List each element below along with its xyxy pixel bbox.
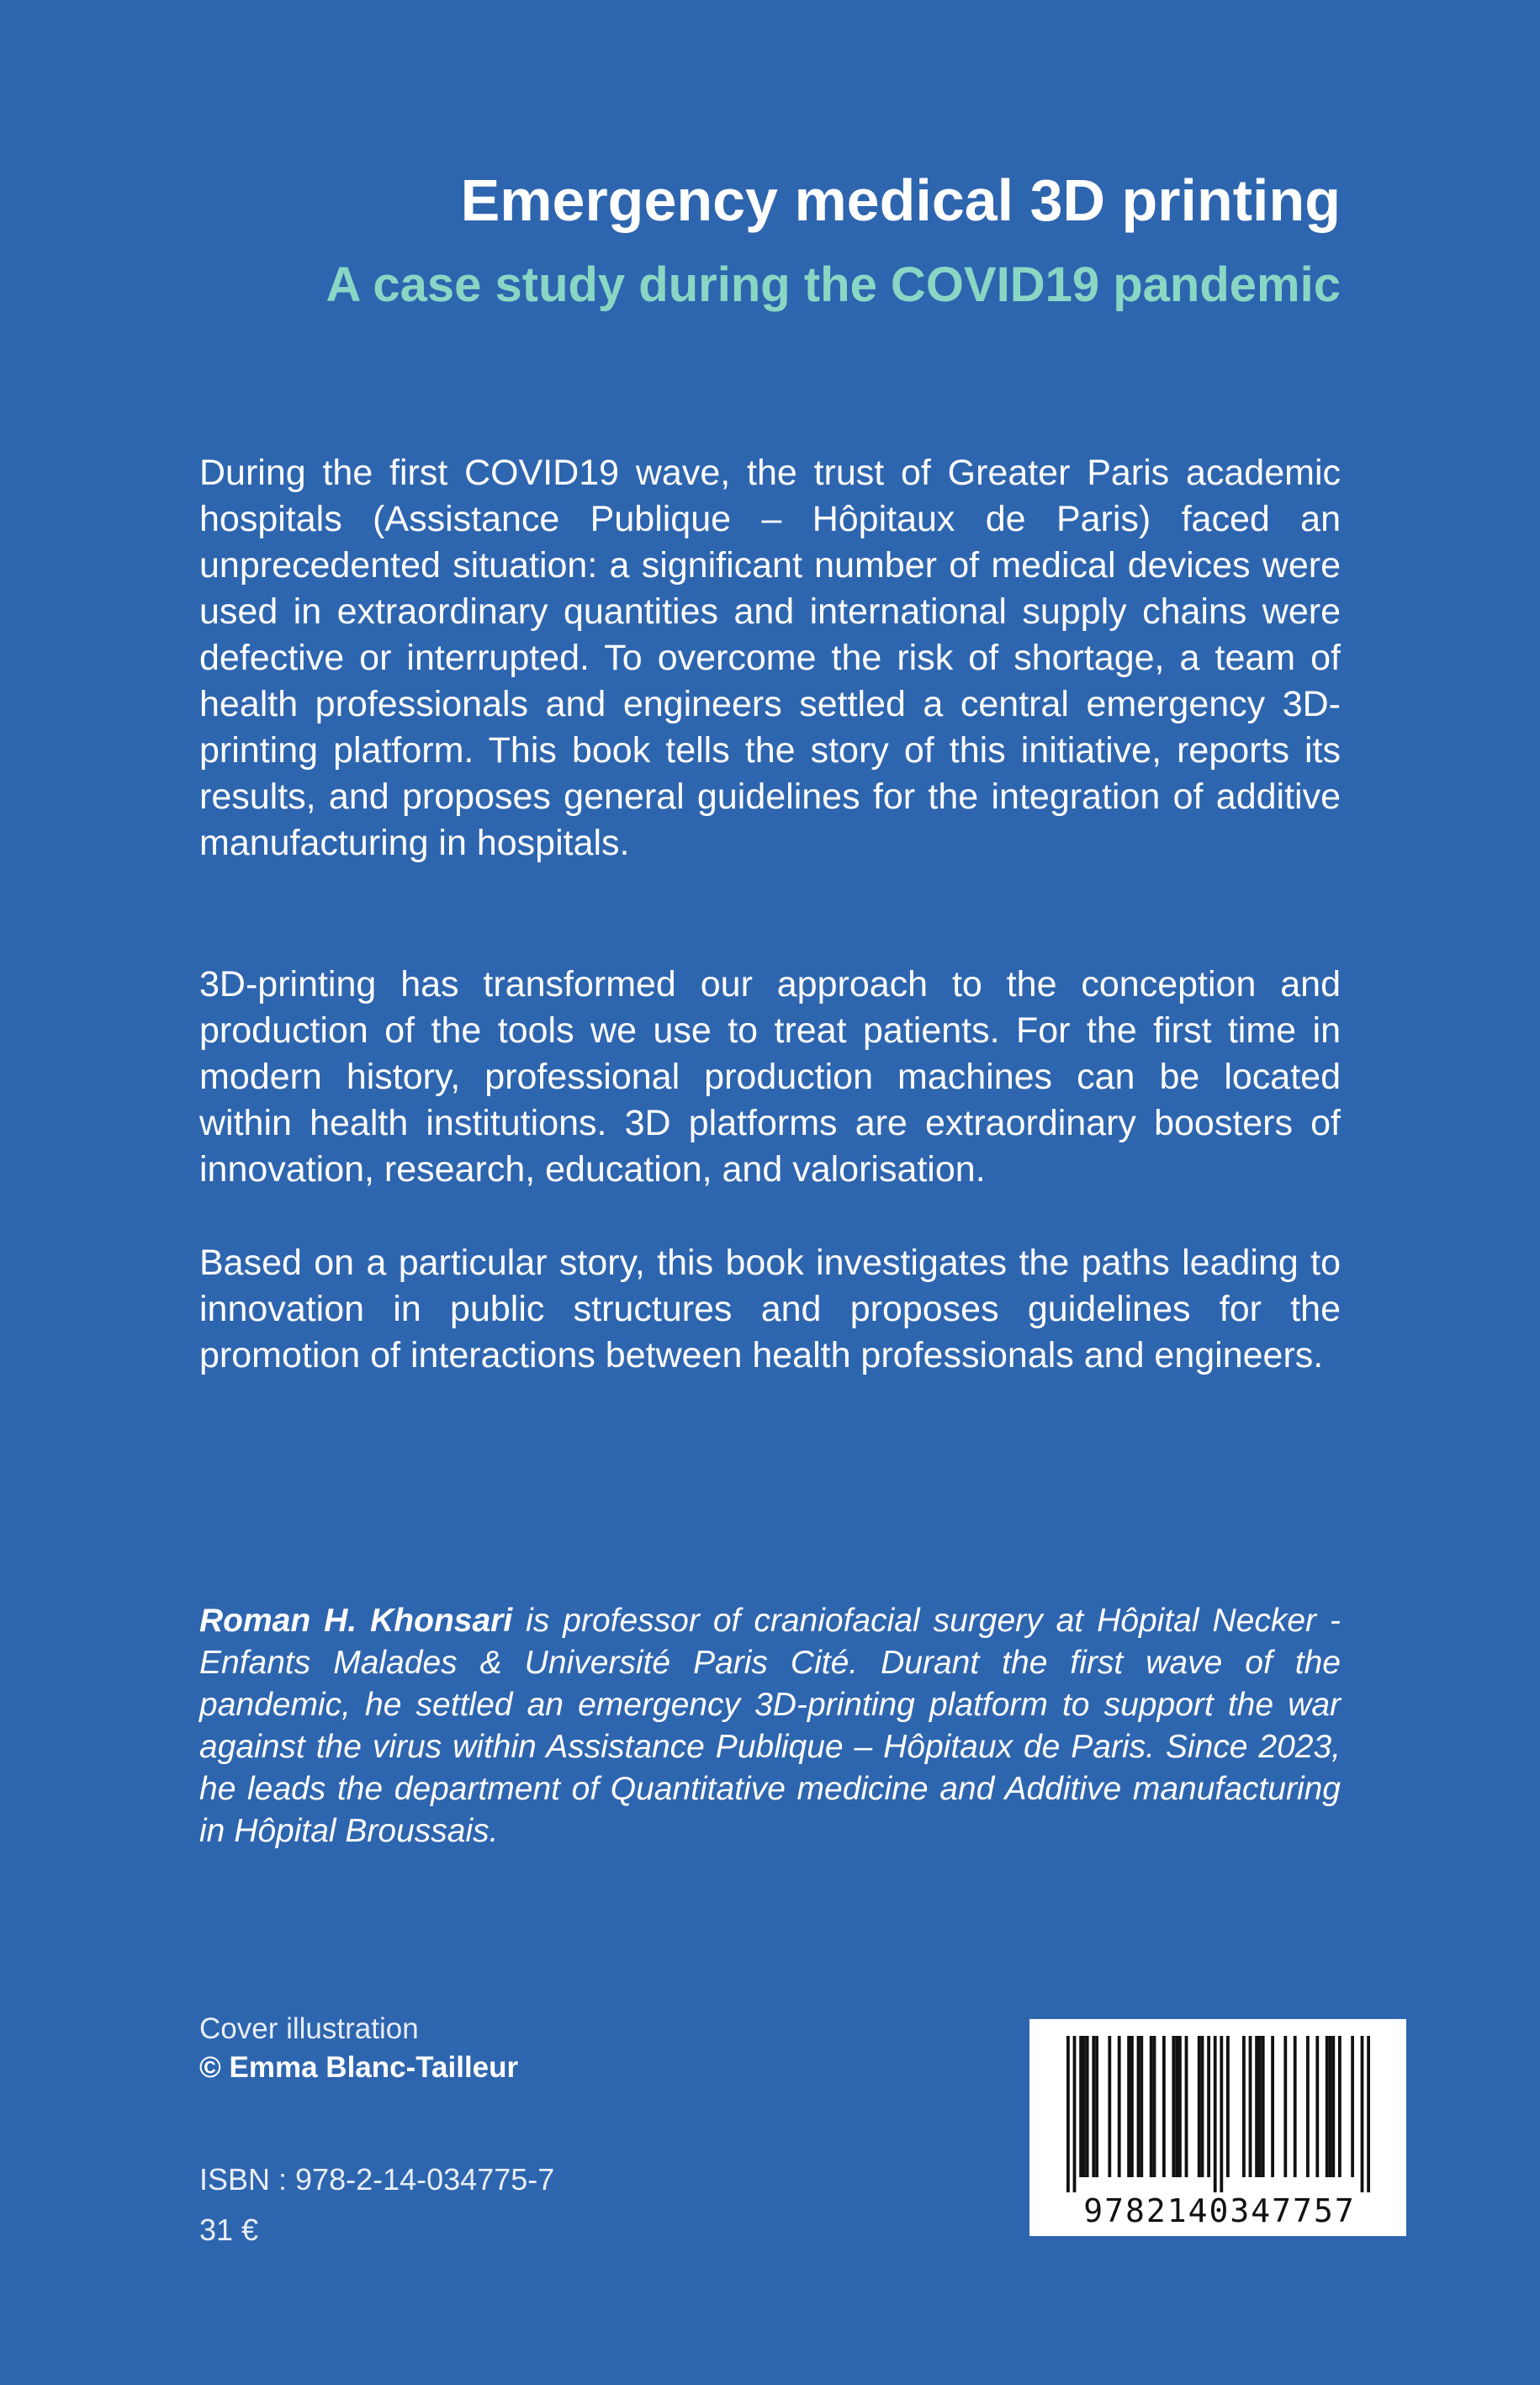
author-bio <box>199 1600 1341 1852</box>
barcode-bar <box>1331 2036 1335 2177</box>
barcode-bar <box>1079 2036 1082 2177</box>
barcode-bar <box>1082 2036 1086 2177</box>
barcode-bar <box>1367 2036 1370 2192</box>
barcode-bar <box>1130 2036 1134 2177</box>
cover-credit-label: Cover illustration <box>199 2012 419 2045</box>
barcode-bar <box>1127 2036 1130 2177</box>
summary-paragraph-1: During the first COVID19 wave, the trust of Greater Paris academic hospitals (Assistance Publique – Hôpitaux de Paris) faced an unprecedented situation: a significant number of medical devices were used in extraordinary quantities and international supply chains were defective or interrupted. To overcome the risk of shortage, a team of health professionals and engineers settled a central emergency 3D-printing platform. This book tells the story of this initiative, reports its results, and proposes general guidelines for the integration of additive manufacturing in hospitals. <box>199 453 1341 863</box>
barcode-bar <box>1092 2036 1095 2177</box>
barcode-bar <box>1242 2036 1246 2177</box>
barcode-bar <box>1294 2036 1297 2177</box>
barcode-bar <box>1207 2036 1210 2177</box>
book-subtitle: A case study during the COVID19 pandemic <box>325 257 1341 312</box>
barcode-bar <box>1255 2036 1258 2177</box>
barcode-bar <box>1185 2036 1188 2177</box>
barcode-bar <box>1178 2036 1182 2177</box>
barcode-bar <box>1137 2036 1140 2177</box>
barcode-bar <box>1066 2036 1070 2192</box>
barcode-bar <box>1198 2036 1201 2177</box>
barcode-bar <box>1306 2036 1310 2177</box>
barcode <box>1029 2019 1406 2236</box>
barcode-bar <box>1329 2036 1332 2177</box>
author-bio-text: is professor of craniofacial surgery at Hôpital Necker - Enfants Malades & Université Paris Cité. Durant the first wave of the pandemic, he settled an emergency 3D-printing platform to support the war against the virus within Assistance Publique – Hôpitaux de Paris. Since 2023, he leads the department of Quantitative medicine and Additive manufacturing in Hôpital Broussais. <box>199 1603 1341 1849</box>
barcode-bar <box>1226 2036 1230 2177</box>
barcode-bar <box>1175 2036 1178 2177</box>
publication-info <box>199 2154 554 2255</box>
barcode-bar <box>1162 2036 1166 2177</box>
isbn: ISBN : 978-2-14-034775-7 <box>199 2162 555 2197</box>
barcode-bar <box>1338 2036 1342 2177</box>
barcode-bar <box>1249 2036 1252 2177</box>
barcode-bar <box>1172 2036 1175 2177</box>
barcode-bar <box>1201 2036 1204 2177</box>
barcode-bar <box>1361 2036 1364 2192</box>
barcode-bar <box>1351 2036 1354 2177</box>
barcode-bar <box>1220 2036 1223 2192</box>
book-title: Emergency medical 3D printing <box>460 167 1341 233</box>
barcode-bar <box>1262 2036 1265 2177</box>
barcode-bar <box>1118 2036 1121 2177</box>
barcode-bar <box>1326 2036 1329 2177</box>
barcode-bar <box>1258 2036 1262 2177</box>
barcode-bar <box>1283 2036 1287 2177</box>
barcode-bar <box>1095 2036 1098 2177</box>
barcode-bar <box>1108 2036 1111 2177</box>
barcode-bar <box>1073 2036 1077 2192</box>
barcode-digits: 9782140347757 <box>1083 2192 1356 2229</box>
barcode-bar <box>1086 2036 1089 2177</box>
barcode-bar <box>1271 2036 1274 2177</box>
barcode-bar <box>1150 2036 1153 2177</box>
summary-paragraph-3: Based on a particular story, this book investigates the paths leading to innovation in public structures and proposes guidelines for the promotion of interactions between health professionals and engineers. <box>199 1243 1341 1375</box>
barcode-bar <box>1140 2036 1143 2177</box>
price: 31 € <box>199 2213 259 2247</box>
cover-credit <box>199 2010 518 2087</box>
summary-paragraph-2: 3D-printing has transformed our approach to the conception and production of the tools we use to treat patients. For the first time in modern history, professional production machines can be located within health institutions. 3D platforms are extraordinary boosters of innovation, research, education, and valorisation. <box>199 964 1341 1190</box>
cover-credit-name: © Emma Blanc-Tailleur <box>199 2051 519 2084</box>
barcode-bar <box>1153 2036 1156 2177</box>
author-name: Roman H. Khonsari <box>199 1603 513 1639</box>
barcode-bar <box>1315 2036 1319 2177</box>
barcode-bar <box>1214 2036 1217 2192</box>
